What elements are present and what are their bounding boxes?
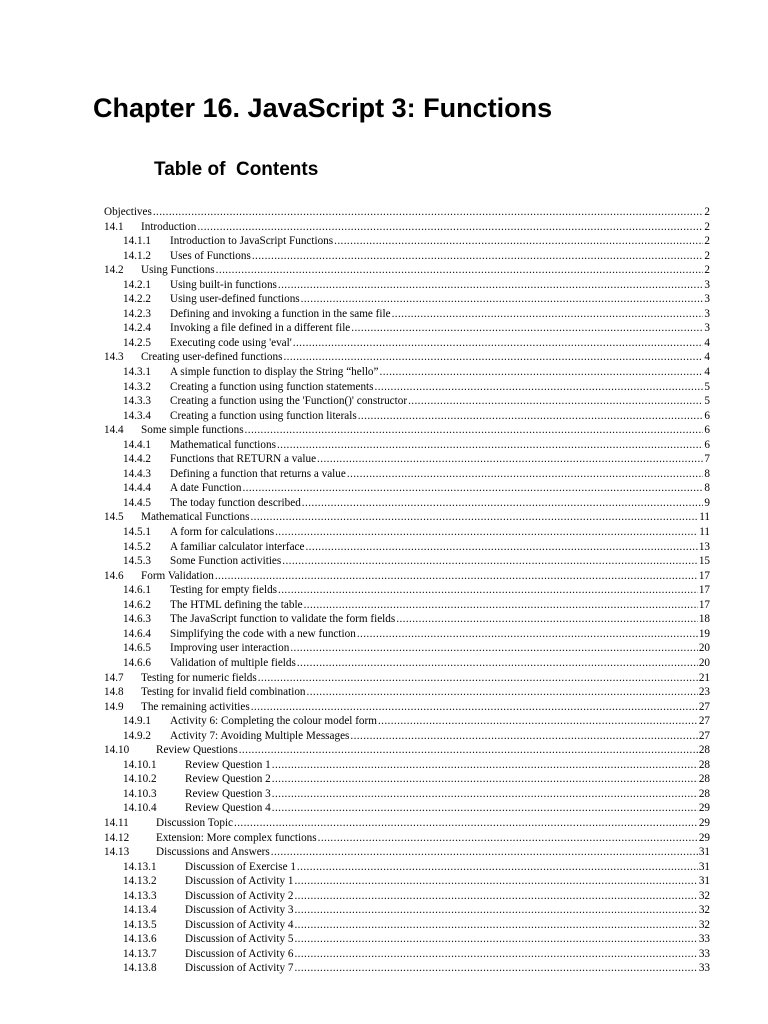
toc-dot-leader xyxy=(378,714,698,729)
toc-dot-leader xyxy=(275,525,698,540)
toc-entry-number: 14.13.3 xyxy=(123,889,157,902)
toc-dot-leader xyxy=(278,278,704,293)
toc-entry-title: The remaining activities xyxy=(141,700,250,713)
toc-dot-leader xyxy=(272,758,698,773)
toc-dot-leader xyxy=(272,772,698,787)
toc-dot-leader xyxy=(272,787,698,802)
toc-entry-number: 14.4.2 xyxy=(123,453,151,466)
toc-entry[interactable] xyxy=(104,787,710,802)
toc-entry-page: 19 xyxy=(698,627,710,640)
toc-entry-page: 32 xyxy=(698,918,710,931)
toc-entry[interactable] xyxy=(104,932,710,947)
toc-entry-title: A simple function to display the String “hello” xyxy=(170,366,379,379)
toc-entry[interactable] xyxy=(104,860,710,875)
toc-entry[interactable] xyxy=(104,671,710,686)
toc-dot-leader xyxy=(375,380,704,395)
toc-entry-title: Extension: More complex functions xyxy=(156,831,317,844)
toc-entry-title: Functions that RETURN a value xyxy=(170,453,317,466)
toc-entry-title: Uses of Functions xyxy=(170,249,251,262)
toc-entry[interactable] xyxy=(104,598,710,613)
toc-entry[interactable] xyxy=(104,845,710,860)
toc-entry[interactable] xyxy=(104,947,710,962)
toc-entry-title: Improving user interaction xyxy=(170,642,290,655)
toc-entry-title: Discussion of Activity 3 xyxy=(185,904,294,917)
toc-dot-leader xyxy=(317,452,703,467)
toc-entry-number: 14.13.5 xyxy=(123,918,157,931)
toc-entry-title: Using built-in functions xyxy=(170,278,277,291)
toc-entry-number: 14.6.6 xyxy=(123,656,151,669)
toc-dot-leader xyxy=(278,583,698,598)
toc-dot-leader xyxy=(357,627,698,642)
toc-entry-number: 14.6.2 xyxy=(123,598,151,611)
toc-entry-number: 14.2.2 xyxy=(123,293,151,306)
toc-entry-title: Discussion of Activity 5 xyxy=(185,933,294,946)
toc-entry-number: 14.5 xyxy=(104,511,124,524)
toc-entry[interactable] xyxy=(104,380,710,395)
toc-entry-title: Discussion of Activity 4 xyxy=(185,918,294,931)
toc-entry[interactable] xyxy=(104,423,710,438)
toc-entry-title: Review Question 3 xyxy=(185,787,271,800)
toc-entry-number: 14.2.1 xyxy=(123,278,151,291)
toc-entry-number: 14.1 xyxy=(104,220,124,233)
toc-entry-title: Objectives xyxy=(104,206,152,218)
toc-dot-leader xyxy=(277,438,703,453)
toc-entry[interactable] xyxy=(104,263,710,278)
toc-entry[interactable] xyxy=(104,307,710,322)
toc-entry-title: Mathematical Functions xyxy=(141,511,250,524)
toc-entry-page: 29 xyxy=(698,802,710,815)
toc-dot-leader xyxy=(305,540,697,555)
toc-entry-page: 20 xyxy=(698,642,710,655)
toc-entry-number: 14.13 xyxy=(104,846,130,859)
toc-entry-title: The HTML defining the table xyxy=(170,598,303,611)
toc-entry-title: Creating a function using the 'Function()' constructor xyxy=(170,395,408,408)
toc-entry[interactable] xyxy=(104,758,710,773)
toc-dot-leader xyxy=(242,481,703,496)
toc-entry-page: 27 xyxy=(698,700,710,713)
toc-dot-leader xyxy=(294,932,697,947)
toc-entry-title: Simplifying the code with a new function xyxy=(170,627,356,640)
toc-dot-leader xyxy=(234,816,698,831)
toc-entry-number: 14.1.2 xyxy=(123,249,151,262)
toc-dot-leader xyxy=(304,598,698,613)
toc-entry-number: 14.4 xyxy=(104,424,124,437)
toc-entry-number: 14.10.3 xyxy=(123,787,157,800)
toc-entry-number: 14.3.1 xyxy=(123,366,151,379)
toc-entry-page: 2 xyxy=(704,206,710,218)
toc-entry-page: 17 xyxy=(698,598,710,611)
toc-entry-title: Defining and invoking a function in the same file xyxy=(170,307,391,320)
toc-dot-leader xyxy=(334,234,703,249)
toc-entry-number: 14.5.1 xyxy=(123,526,151,539)
toc-entry-number: 14.9 xyxy=(104,700,124,713)
toc-entry-number: 14.7 xyxy=(104,671,124,684)
toc-entry-page: 8 xyxy=(704,482,710,495)
toc-entry-title: Review Question 4 xyxy=(185,802,271,815)
toc-entry[interactable] xyxy=(104,249,710,264)
toc-entry-number: 14.6.4 xyxy=(123,627,151,640)
toc-entry-page: 6 xyxy=(704,438,710,451)
toc-entry[interactable] xyxy=(104,336,710,351)
toc-entry[interactable] xyxy=(104,467,710,482)
toc-dot-leader xyxy=(272,801,698,816)
toc-entry-title: Some Function activities xyxy=(170,555,282,568)
toc-entry-number: 14.13.1 xyxy=(123,860,157,873)
toc-entry-title: Review Question 2 xyxy=(185,773,271,786)
toc-entry-number: 14.12 xyxy=(104,831,130,844)
toc-entry-title: Using Functions xyxy=(141,264,215,277)
toc-entry-page: 11 xyxy=(699,526,710,539)
toc-dot-leader xyxy=(252,249,704,264)
toc-entry-page: 3 xyxy=(704,278,710,291)
toc-entry-page: 29 xyxy=(698,816,710,829)
toc-entry-page: 2 xyxy=(704,220,710,233)
toc-entry-page: 33 xyxy=(698,962,710,975)
toc-entry-number: 14.1.1 xyxy=(123,235,151,248)
toc-entry[interactable] xyxy=(104,685,710,700)
toc-entry-number: 14.3.4 xyxy=(123,409,151,422)
toc-entry[interactable] xyxy=(104,627,710,642)
toc-entry[interactable] xyxy=(104,700,710,715)
toc-entry-title: Using user-defined functions xyxy=(170,293,300,306)
toc-entry[interactable] xyxy=(104,438,710,453)
toc-entry-page: 4 xyxy=(704,366,710,379)
toc-entry-page: 4 xyxy=(704,336,710,349)
toc-dot-leader xyxy=(297,656,698,671)
toc-entry[interactable] xyxy=(104,409,710,424)
toc-dot-leader xyxy=(251,700,698,715)
toc-entry-title: A form for calculations xyxy=(170,526,275,539)
toc-entry[interactable] xyxy=(104,874,710,889)
toc-entry[interactable] xyxy=(104,554,710,569)
toc-entry-number: 14.6 xyxy=(104,569,124,582)
toc-entry-page: 23 xyxy=(698,686,710,699)
toc-entry-title: Form Validation xyxy=(141,569,214,582)
toc-entry[interactable] xyxy=(104,292,710,307)
toc-entry-page: 33 xyxy=(698,947,710,960)
toc-dot-leader xyxy=(294,947,697,962)
toc-entry[interactable] xyxy=(104,452,710,467)
toc-dot-leader xyxy=(282,554,698,569)
toc-entry[interactable] xyxy=(104,569,710,584)
toc-entry-title: A familiar calculator interface xyxy=(170,540,305,553)
toc-entry-title: Discussion of Activity 2 xyxy=(185,889,294,902)
toc-entry-number: 14.9.2 xyxy=(123,729,151,742)
toc-entry-page: 2 xyxy=(704,264,710,277)
toc-entry-title: The today function described xyxy=(170,496,301,509)
toc-entry-number: 14.10 xyxy=(104,744,130,757)
toc-entry-page: 28 xyxy=(698,773,710,786)
toc-entry-title: Mathematical functions xyxy=(170,438,276,451)
toc-entry-number: 14.11 xyxy=(104,816,129,829)
toc-entry[interactable] xyxy=(104,729,710,744)
toc-entry-title: Executing code using 'eval' xyxy=(170,336,292,349)
toc-entry-page: 28 xyxy=(698,744,710,757)
toc-entry-title: Validation of multiple fields xyxy=(170,656,296,669)
toc-entry-number: 14.2.4 xyxy=(123,322,151,335)
toc-dot-leader xyxy=(351,321,703,336)
toc-entry-number: 14.4.1 xyxy=(123,438,151,451)
toc-entry[interactable] xyxy=(104,220,710,235)
toc-entry-page: 11 xyxy=(699,511,710,524)
toc-entry[interactable] xyxy=(104,801,710,816)
toc-entry-title: Activity 6: Completing the colour model form xyxy=(170,715,377,728)
toc-entry[interactable] xyxy=(104,278,710,293)
toc-dot-leader xyxy=(318,831,698,846)
toc-entry-page: 27 xyxy=(698,729,710,742)
toc-entry[interactable] xyxy=(104,772,710,787)
toc-entry-number: 14.10.1 xyxy=(123,758,157,771)
toc-dot-leader xyxy=(408,394,703,409)
toc-entry-page: 17 xyxy=(698,584,710,597)
toc-entry-page: 13 xyxy=(698,540,710,553)
toc-entry-number: 14.6.3 xyxy=(123,613,151,626)
toc-entry[interactable] xyxy=(104,612,710,627)
toc-entry-page: 31 xyxy=(698,860,710,873)
toc-entry[interactable] xyxy=(104,540,710,555)
table-of-contents xyxy=(104,205,710,976)
toc-entry-number: 14.3.3 xyxy=(123,395,151,408)
toc-entry[interactable] xyxy=(104,641,710,656)
toc-entry-number: 14.13.7 xyxy=(123,947,157,960)
toc-entry[interactable] xyxy=(104,496,710,511)
toc-entry-page: 5 xyxy=(704,395,710,408)
toc-entry-title: Discussion of Activity 6 xyxy=(185,947,294,960)
toc-dot-leader xyxy=(153,205,704,220)
toc-entry-number: 14.8 xyxy=(104,686,124,699)
toc-entry-page: 8 xyxy=(704,467,710,480)
toc-entry-page: 32 xyxy=(698,889,710,902)
toc-entry-title: Review Questions xyxy=(156,744,238,757)
toc-entry[interactable] xyxy=(104,961,710,976)
toc-entry-page: 2 xyxy=(704,249,710,262)
toc-entry-number: 14.5.2 xyxy=(123,540,151,553)
toc-entry-page: 7 xyxy=(704,453,710,466)
toc-entry-title: Some simple functions xyxy=(141,424,244,437)
toc-entry-page: 32 xyxy=(698,904,710,917)
toc-dot-leader xyxy=(216,263,704,278)
toc-entry-page: 6 xyxy=(704,409,710,422)
toc-entry-title: Invoking a file defined in a different file xyxy=(170,322,351,335)
toc-entry-number: 14.2.3 xyxy=(123,307,151,320)
toc-entry-page: 4 xyxy=(704,351,710,364)
toc-entry[interactable] xyxy=(104,889,710,904)
toc-entry[interactable] xyxy=(104,205,710,220)
toc-dot-leader xyxy=(245,423,704,438)
chapter-title: Chapter 16. JavaScript 3: Functions xyxy=(93,93,553,123)
toc-dot-leader xyxy=(358,409,704,424)
toc-entry-page: 6 xyxy=(704,424,710,437)
toc-entry-page: 28 xyxy=(698,787,710,800)
toc-entry-number: 14.3.2 xyxy=(123,380,151,393)
toc-entry[interactable] xyxy=(104,816,710,831)
toc-entry-number: 14.13.6 xyxy=(123,933,157,946)
toc-entry[interactable] xyxy=(104,481,710,496)
toc-entry-page: 9 xyxy=(704,496,710,509)
toc-entry[interactable] xyxy=(104,510,710,525)
toc-dot-leader xyxy=(347,467,704,482)
toc-entry-title: The JavaScript function to validate the form fields xyxy=(170,613,396,626)
toc-dot-leader xyxy=(302,496,704,511)
toc-dot-leader xyxy=(215,569,698,584)
toc-dot-leader xyxy=(239,743,698,758)
toc-entry-page: 27 xyxy=(698,715,710,728)
toc-dot-leader xyxy=(290,641,698,656)
toc-entry-page: 33 xyxy=(698,933,710,946)
toc-entry-page: 21 xyxy=(698,671,710,684)
toc-dot-leader xyxy=(294,903,697,918)
toc-entry-title: Defining a function that returns a value xyxy=(170,467,346,480)
toc-entry-page: 17 xyxy=(698,569,710,582)
toc-entry-title: Creating a function using function statements xyxy=(170,380,374,393)
toc-entry-title: Activity 7: Avoiding Multiple Messages xyxy=(170,729,350,742)
toc-entry-title: Introduction to JavaScript Functions xyxy=(170,235,334,248)
toc-entry[interactable] xyxy=(104,903,710,918)
toc-entry[interactable] xyxy=(104,831,710,846)
toc-entry-page: 20 xyxy=(698,656,710,669)
toc-dot-leader xyxy=(297,860,698,875)
toc-entry-title: Testing for empty fields xyxy=(170,584,278,597)
toc-dot-leader xyxy=(283,350,703,365)
toc-dot-leader xyxy=(380,365,704,380)
toc-entry-number: 14.2 xyxy=(104,264,124,277)
toc-entry-number: 14.9.1 xyxy=(123,715,151,728)
toc-entry-title: Creating a function using function literals xyxy=(170,409,357,422)
toc-entry-page: 5 xyxy=(704,380,710,393)
toc-entry[interactable] xyxy=(104,321,710,336)
toc-entry-page: 29 xyxy=(698,831,710,844)
toc-entry-title: A date Function xyxy=(170,482,242,495)
toc-entry-title: Testing for numeric fields xyxy=(141,671,257,684)
toc-entry-title: Introduction xyxy=(141,220,197,233)
toc-dot-leader xyxy=(307,685,698,700)
toc-entry[interactable] xyxy=(104,918,710,933)
toc-entry-page: 3 xyxy=(704,293,710,306)
toc-entry-number: 14.4.5 xyxy=(123,496,151,509)
toc-entry-title: Creating user-defined functions xyxy=(141,351,283,364)
toc-dot-leader xyxy=(396,612,698,627)
toc-entry[interactable] xyxy=(104,234,710,249)
toc-dot-leader xyxy=(294,874,697,889)
toc-entry-number: 14.6.5 xyxy=(123,642,151,655)
toc-dot-leader xyxy=(197,220,703,235)
toc-dot-leader xyxy=(271,845,698,860)
toc-entry-page: 28 xyxy=(698,758,710,771)
toc-entry[interactable] xyxy=(104,743,710,758)
toc-entry-title: Discussion of Activity 1 xyxy=(185,875,294,888)
toc-entry-number: 14.10.4 xyxy=(123,802,157,815)
toc-entry-number: 14.3 xyxy=(104,351,124,364)
toc-entry[interactable] xyxy=(104,525,710,540)
toc-entry-page: 31 xyxy=(698,846,710,859)
toc-entry-number: 14.4.4 xyxy=(123,482,151,495)
toc-entry-title: Testing for invalid field combination xyxy=(141,686,306,699)
toc-entry-title: Discussion of Exercise 1 xyxy=(185,860,296,873)
toc-entry-page: 3 xyxy=(704,307,710,320)
toc-dot-leader xyxy=(350,729,697,744)
toc-dot-leader xyxy=(293,336,704,351)
toc-entry[interactable] xyxy=(104,656,710,671)
toc-entry[interactable] xyxy=(104,350,710,365)
toc-entry[interactable] xyxy=(104,365,710,380)
toc-entry[interactable] xyxy=(104,394,710,409)
toc-entry-page: 2 xyxy=(704,235,710,248)
toc-dot-leader xyxy=(294,961,697,976)
toc-dot-leader xyxy=(294,918,697,933)
toc-entry-number: 14.13.2 xyxy=(123,875,157,888)
toc-entry-number: 14.6.1 xyxy=(123,584,151,597)
toc-dot-leader xyxy=(294,889,697,904)
toc-entry-number: 14.4.3 xyxy=(123,467,151,480)
toc-entry-number: 14.5.3 xyxy=(123,555,151,568)
toc-dot-leader xyxy=(301,292,704,307)
toc-heading: Table of Contents xyxy=(154,159,319,180)
toc-entry[interactable] xyxy=(104,714,710,729)
toc-entry-number: 14.2.5 xyxy=(123,336,151,349)
toc-entry-number: 14.13.8 xyxy=(123,962,157,975)
toc-entry-page: 18 xyxy=(698,613,710,626)
toc-entry[interactable] xyxy=(104,583,710,598)
toc-dot-leader xyxy=(258,671,698,686)
toc-entry-title: Review Question 1 xyxy=(185,758,271,771)
toc-entry-page: 3 xyxy=(704,322,710,335)
toc-entry-number: 14.10.2 xyxy=(123,773,157,786)
toc-entry-title: Discussion of Activity 7 xyxy=(185,962,294,975)
toc-entry-title: Discussions and Answers xyxy=(156,846,270,859)
toc-entry-page: 31 xyxy=(698,875,710,888)
toc-dot-leader xyxy=(250,510,698,525)
toc-dot-leader xyxy=(392,307,704,322)
toc-entry-number: 14.13.4 xyxy=(123,904,157,917)
toc-entry-page: 15 xyxy=(698,555,710,568)
toc-entry-title: Discussion Topic xyxy=(156,816,234,829)
